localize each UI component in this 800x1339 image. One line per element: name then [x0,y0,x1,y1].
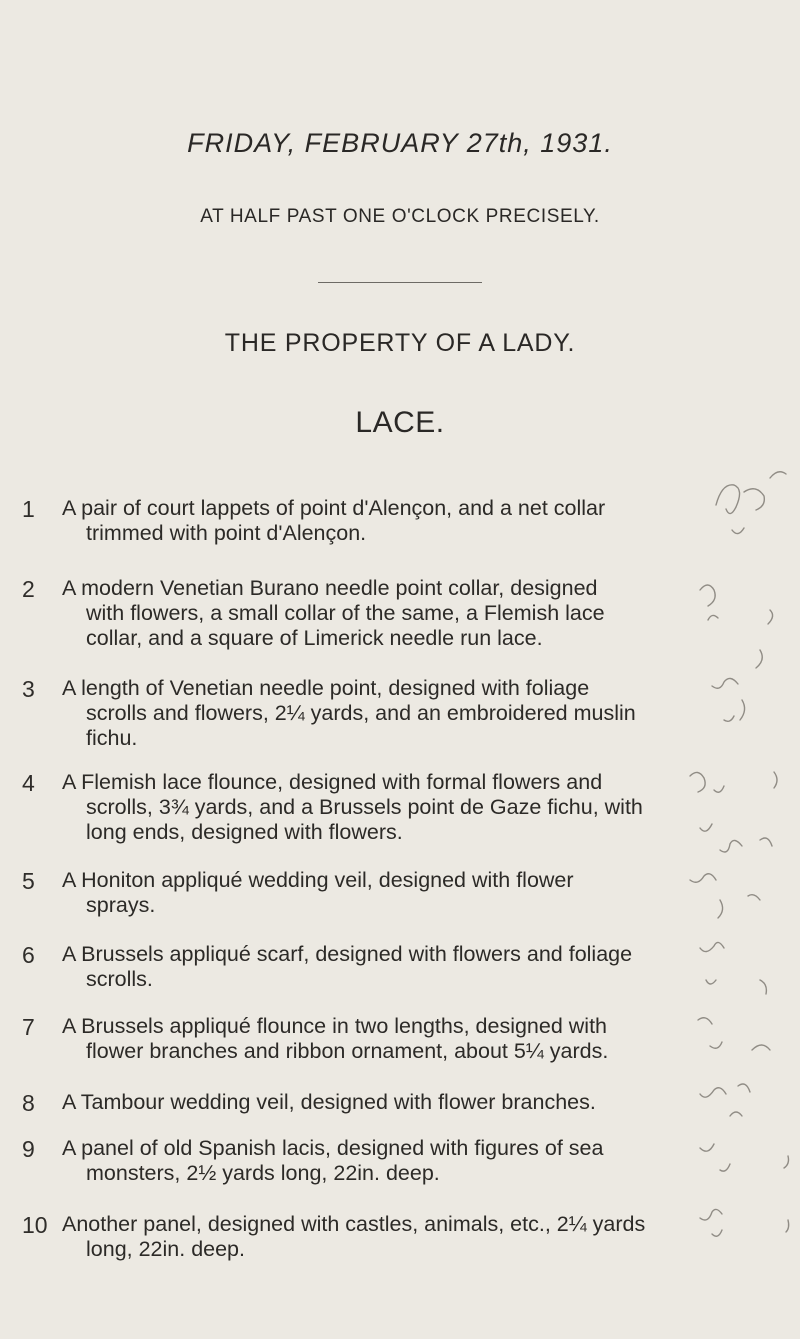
lot-number: 5 [22,868,35,894]
lot-line: scrolls, 3¾ yards, and a Brussels point de Gaze fichu, with [86,795,643,819]
divider-rule [318,282,482,283]
lot-description [62,576,752,651]
lot-number: 10 [22,1212,48,1238]
lot-line: A Tambour wedding veil, designed with flower branches. [62,1090,596,1114]
lot-line: fichu. [86,726,138,750]
lot-description [62,770,752,845]
lot-line: sprays. [86,893,156,917]
lot-description [62,1212,752,1262]
lot-line: A pair of court lappets of point d'Alençon, and a net collar [62,496,606,520]
lot-line: A Brussels appliqué flounce in two lengths, designed with [62,1014,608,1038]
section-title: LACE. [355,406,445,439]
owner-heading: THE PROPERTY OF A LADY. [224,329,576,357]
sale-date: FRIDAY, FEBRUARY 27th, 1931. [187,128,613,158]
lot-description [62,868,752,918]
lot-line: Another panel, designed with castles, animals, etc., 2¼ yards [62,1212,646,1236]
lot-number: 3 [22,676,35,702]
lot-line: A Flemish lace flounce, designed with formal flowers and [62,770,603,794]
lot-line: scrolls. [86,967,153,991]
sale-time: AT HALF PAST ONE O'CLOCK PRECISELY. [200,206,600,227]
lot-line: A length of Venetian needle point, designed with foliage [62,676,590,700]
lot-line: A modern Venetian Burano needle point collar, designed [62,576,598,600]
lot-line: A Honiton appliqué wedding veil, designed with flower [62,868,574,892]
lot-number: 1 [22,496,35,522]
lot-line: long ends, designed with flowers. [86,820,403,844]
lot-line: trimmed with point d'Alençon. [86,521,367,545]
lot-description [62,676,752,751]
lot-description [62,496,752,546]
lot-number: 8 [22,1090,35,1116]
lot-number: 9 [22,1136,35,1162]
lot-number: 6 [22,942,35,968]
lot-line: with flowers, a small collar of the same, a Flemish lace [86,601,605,625]
lot-line: scrolls and flowers, 2¼ yards, and an embroidered muslin [86,701,636,725]
lot-line: long, 22in. deep. [86,1237,245,1261]
lot-number: 7 [22,1014,35,1040]
lot-description [62,1090,752,1115]
lot-line: flower branches and ribbon ornament, about 5¼ yards. [86,1039,609,1063]
lot-line: monsters, 2½ yards long, 22in. deep. [86,1161,440,1185]
lot-description [62,942,752,992]
lot-number: 4 [22,770,35,796]
lot-description [62,1014,752,1064]
lot-line: A panel of old Spanish lacis, designed with figures of sea [62,1136,604,1160]
lot-description [62,1136,752,1186]
lot-line: A Brussels appliqué scarf, designed with flowers and foliage [62,942,633,966]
lot-number: 2 [22,576,35,602]
lot-line: collar, and a square of Limerick needle run lace. [86,626,543,650]
